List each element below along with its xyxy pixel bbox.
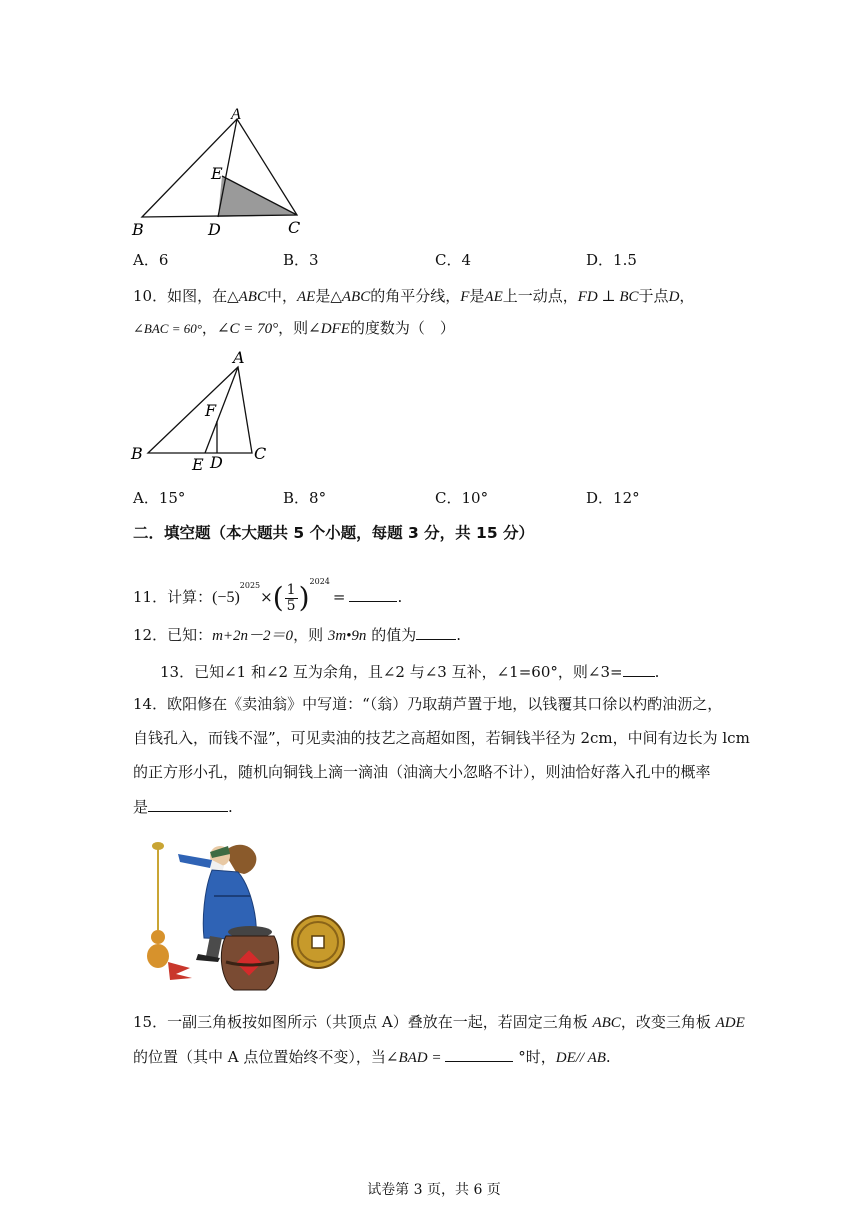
triangle-abc bbox=[148, 367, 252, 453]
q14-line-2: 自钱孔入，而钱不湿”，可见卖油的技艺之高超如图，若铜钱半径为 2cm，中间有边长为 lcm bbox=[133, 729, 750, 747]
q15-line-1: 15．一副三角板按如图所示（共顶点 A）叠放在一起，若固定三角板 ABC，改变三角板 ADE bbox=[133, 1013, 745, 1031]
label-e: E bbox=[192, 455, 204, 474]
label-e: E bbox=[211, 164, 223, 183]
label-c: C bbox=[288, 218, 301, 237]
label-b: B bbox=[131, 444, 143, 463]
label-a: A bbox=[231, 106, 241, 123]
answer-blank-q11[interactable] bbox=[349, 586, 397, 602]
q15-line-2: 的位置（其中 A 点位置始终不变），当∠BAD = °时，DE// AB. bbox=[133, 1048, 611, 1066]
fraction-one-fifth: $\frac{1}{5}$ bbox=[286, 581, 296, 614]
label-c: C bbox=[254, 444, 267, 463]
answer-blank-q14[interactable] bbox=[148, 796, 228, 812]
gourd-icon bbox=[147, 930, 169, 968]
label-f: F bbox=[205, 401, 217, 420]
q12: 12．已知：m+2n－2＝0，则 3m•9n 的值为 . bbox=[133, 626, 461, 644]
label-b: B bbox=[132, 220, 144, 239]
q14-line-1: 14．欧阳修在《卖油翁》中写道：“（翁）乃取葫芦置于地，以钱覆其口徐以杓酌油沥之， bbox=[133, 695, 723, 713]
label-a: A bbox=[233, 348, 245, 367]
triangle-figure-q10 bbox=[128, 346, 278, 476]
q10-line-2: ∠BAC = 60°，∠C = 70°，则∠DFE的度数为（ ） bbox=[133, 319, 455, 337]
q10-option-b[interactable]: B．8° bbox=[283, 489, 327, 507]
answer-blank-q12[interactable] bbox=[416, 624, 456, 640]
answer-blank-q13[interactable] bbox=[623, 661, 655, 677]
answer-blank-q15[interactable] bbox=[445, 1046, 513, 1062]
oil-seller-illustration bbox=[140, 830, 355, 998]
q10-option-d[interactable]: D．12° bbox=[586, 489, 640, 507]
q9-option-c[interactable]: C．4 bbox=[435, 251, 472, 269]
section-heading: 二．填空题（本大题共 5 个小题，每题 3 分，共 15 分） bbox=[133, 524, 535, 542]
page-footer: 试卷第 3 页，共 6 页 bbox=[367, 1182, 501, 1198]
q11: 11．计算：$(-5)^{2025}\times$( $\frac{1}{5}$ )$^{2024}$= . bbox=[133, 577, 403, 614]
q14-line-3: 的正方形小孔，随机向铜钱上滴一滴油（油滴大小忽略不计），则油恰好落入孔中的概率 bbox=[133, 763, 711, 781]
label-d: D bbox=[208, 220, 221, 239]
q13: 13．已知∠1 和∠2 互为余角，且∠2 与∠3 互补，∠1=60°，则∠3= . bbox=[160, 663, 660, 681]
q10-line-1: 10．如图，在△ABC中，AE是△ABC的角平分线，F是AE上一动点，FD ⊥ BC于点D， bbox=[133, 287, 695, 305]
copper-coin-icon bbox=[292, 916, 344, 968]
q14-line-4: 是 . bbox=[133, 798, 233, 816]
q9-option-a[interactable]: A．6 bbox=[133, 251, 169, 269]
q10-option-a[interactable]: A．15° bbox=[133, 489, 186, 507]
q9-option-b[interactable]: B．3 bbox=[283, 251, 319, 269]
label-d: D bbox=[210, 453, 223, 472]
q9-option-d[interactable]: D．1.5 bbox=[586, 251, 637, 269]
oil-jar-icon bbox=[221, 926, 278, 990]
triangle-figure-q9 bbox=[128, 104, 318, 244]
q10-option-c[interactable]: C．10° bbox=[435, 489, 489, 507]
